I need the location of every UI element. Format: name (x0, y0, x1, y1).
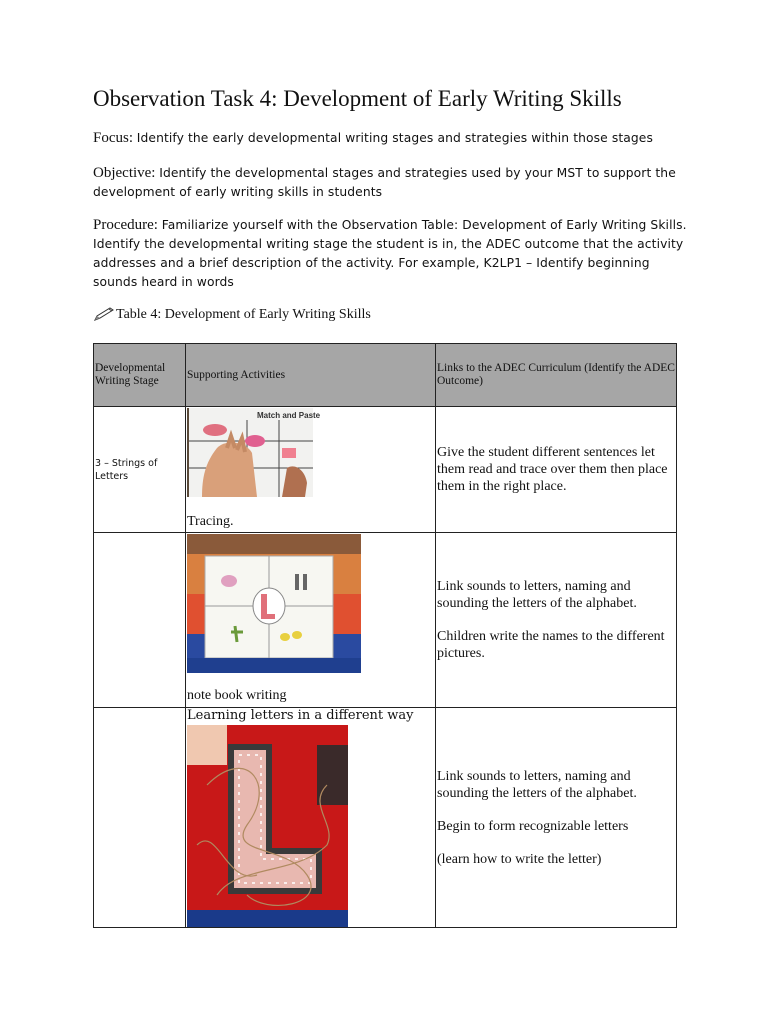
page-title: Observation Task 4: Development of Early Writing Skills (93, 86, 622, 111)
procedure-paragraph (93, 216, 693, 292)
table-row (94, 407, 677, 533)
stage-cell (94, 533, 186, 708)
header-stage: Developmental Writing Stage (94, 344, 186, 407)
table-header-row (94, 344, 677, 407)
worksheet-header-text: Match and Paste (257, 411, 321, 420)
activity-cell (186, 708, 436, 928)
link-text: (learn how to write the letter) (437, 851, 602, 867)
header-activities: Supporting Activities (186, 344, 436, 407)
procedure-text: Familiarize yourself with the Observation Table: Development of Early Writing Skills. Identify the developmental writing stage the student is in, the ADEC outcome that the activity addresses and a brief description of the activity. For example, K2LP1 – Identify beginning sounds heard in words (93, 218, 687, 289)
link-text: Link sounds to letters, naming and sounding the letters of the alphabet. (437, 579, 637, 611)
table-caption-text: Table 4: Development of Early Writing Skills (116, 307, 371, 322)
activity-label: Tracing. (187, 514, 234, 529)
stage-cell: 3 – Strings of Letters (94, 407, 186, 533)
activity-label: Learning letters in a different way (187, 708, 414, 723)
objective-label: Objective: (93, 165, 160, 181)
link-text: Begin to form recognizable letters (437, 818, 629, 834)
activity-label: note book writing (187, 688, 287, 703)
notebook-writing-photo (187, 534, 361, 673)
procedure-label: Procedure: (93, 217, 162, 233)
link-text: Children write the names to the different pictures. (437, 629, 665, 661)
links-cell (436, 533, 677, 708)
table-row (94, 533, 677, 708)
focus-paragraph (93, 129, 693, 148)
objective-paragraph (93, 164, 693, 202)
links-cell (436, 407, 677, 533)
link-text: Give the student different sentences let them read and trace over them then place them in the right place. (437, 445, 668, 494)
objective-text: Identify the developmental stages and strategies used by your MST to support the development of early writing skills in students (93, 166, 676, 199)
header-links: Links to the ADEC Curriculum (Identify the ADEC Outcome) (436, 344, 677, 407)
links-cell (436, 708, 677, 928)
table-caption (93, 306, 371, 323)
table-row (94, 708, 677, 928)
lacing-letter-photo (187, 725, 348, 927)
link-text: Link sounds to letters, naming and sounding the letters of the alphabet. (437, 768, 637, 801)
focus-label: Focus: (93, 130, 137, 146)
focus-text: Identify the early developmental writing stages and strategies within those stages (136, 131, 653, 145)
pencil-icon (93, 306, 115, 322)
tracing-worksheet-photo (187, 408, 321, 497)
activity-cell (186, 407, 436, 533)
stage-cell (94, 708, 186, 928)
observation-table (93, 343, 677, 928)
activity-cell (186, 533, 436, 708)
